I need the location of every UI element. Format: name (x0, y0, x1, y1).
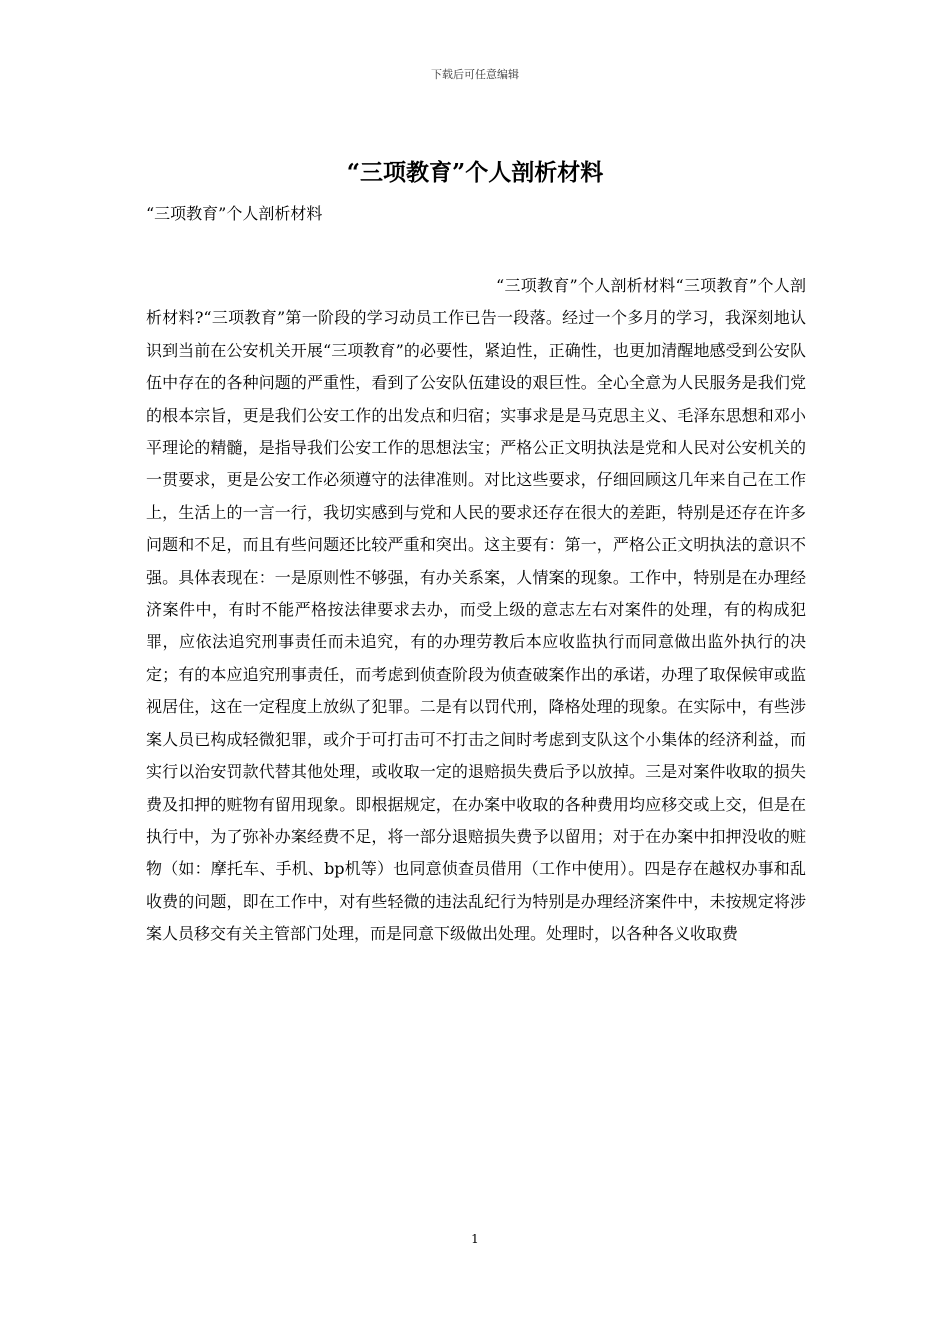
header-note: 下载后可任意编辑 (431, 68, 519, 81)
body-paragraph: “三项教育”个人剖析材料“三项教育”个人剖析材料?“三项教育”第一阶段的学习动员工作已告一段落。经过一个多月的学习，我深刻地认识到当前在公安机关开展“三项教育”的必要性，紧迫性，正确性，也更加清醒地感受到公安队伍中存在的各种问题的严重性，看到了公安队伍建设的艰巨性。全心全意为人民服务是我们党的根本宗旨，更是我们公安工作的出发点和归宿；实事求是是马克思主义、毛泽东思想和邓小平理论的精髓，是指导我们公安工作的思想法宝；严格公正文明执法是党和人民对公安机关的一贯要求，更是公安工作必须遵守的法律准则。对比这些要求，仔细回顾这几年来自己在工作上，生活上的一言一行，我切实感到与党和人民的要求还存在很大的差距，特别是还存在许多问题和不足，而且有些问题还比较严重和突出。这主要有：第一，严格公正文明执法的意识不强。具体表现在：一是原则性不够强，有办关系案，人情案的现象。工作中，特别是在办理经济案件中，有时不能严格按法律要求去办，而受上级的意志左右对案件的处理，有的构成犯罪，应依法追究刑事责任而未追究，有的办理劳教后本应收监执行而同意做出监外执行的决定；有的本应追究刑事责任，而考虑到侦查阶段为侦查破案作出的承诺，办理了取保候审或监视居住，这在一定程度上放纵了犯罪。二是有以罚代刑，降格处理的现象。在实际中，有些涉案人员已构成轻微犯罪，或介于可打击可不打击之间时考虑到支队这个小集体的经济利益，而实行以治安罚款代替其他处理，或收取一定的退赔损失费后予以放掉。三是对案件收取的损失费及扣押的赃物有留用现象。即根据规定，在办案中收取的各种费用均应移交或上交，但是在执行中，为了弥补办案经费不足，将一部分退赔损失费予以留用；对于在办案中扣押没收的赃物（如：摩托车、手机、bp机等）也同意侦查员借用（工作中使用）。四是存在越权办事和乱收费的问题，即在工作中，对有些轻微的违法乱纪行为特别是办理经济案件中，未按规定将涉案人员移交有关主管部门处理，而是同意下级做出处理。处理时，以各种各义收取费 (146, 276, 806, 944)
document-title: “三项教育”个人剖析材料 (346, 159, 604, 186)
document-subtitle: “三项教育”个人剖析材料 (146, 204, 323, 223)
page-number: 1 (471, 1232, 479, 1246)
